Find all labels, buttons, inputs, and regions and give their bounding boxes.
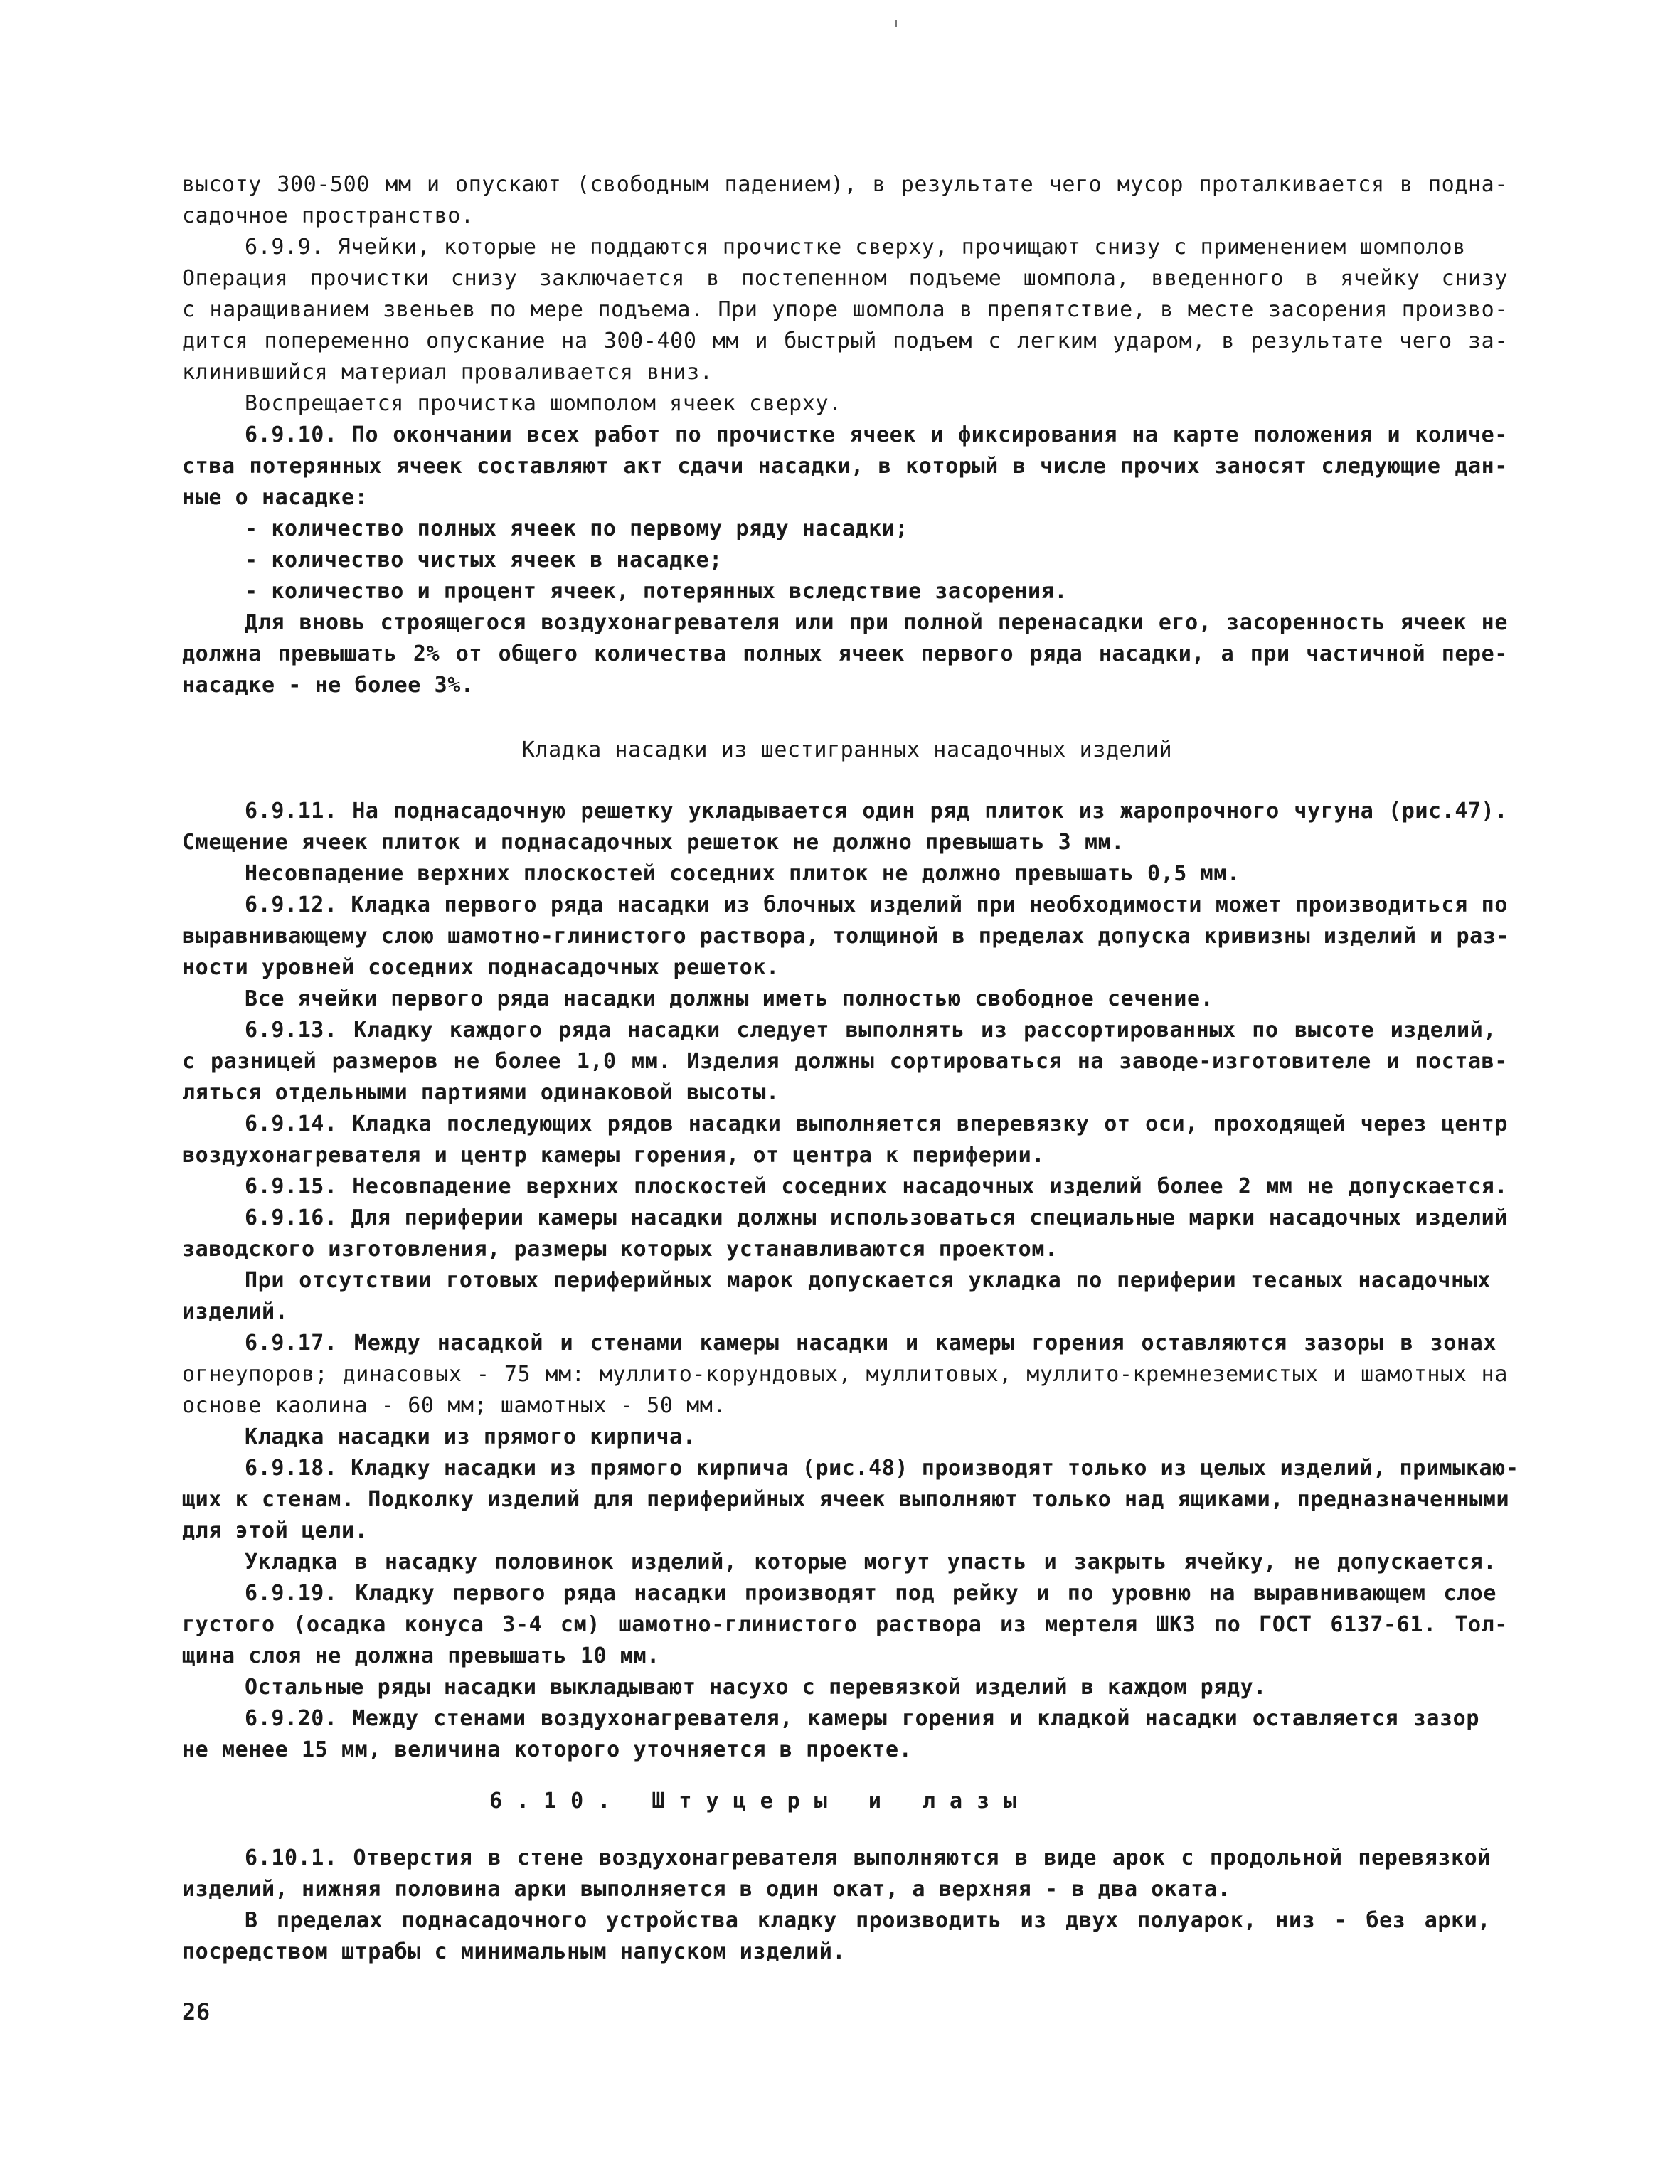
text-line: насадке - не более 3%. bbox=[182, 673, 474, 698]
text-line: В пределах поднасадочного устройства кладку производить из двух полуарок, низ - без арки, bbox=[245, 1908, 1491, 1933]
section-heading: 6.10. Штуцеры и лазы bbox=[489, 1789, 1031, 1813]
text-line: 6.9.10. По окончании всех работ по прочистке ячеек и фиксирования на карте положения и количе- bbox=[245, 422, 1508, 447]
text-line: 6.10.1. Отверстия в стене воздухонагревателя выполняются в виде арок с продольной перевязкой bbox=[245, 1845, 1491, 1870]
text-line: При отсутствии готовых периферийных марок допускается укладка по периферии тесаных насадочных bbox=[245, 1268, 1491, 1293]
text-line: Несовпадение верхних плоскостей соседних плиток не должно превышать 0,5 мм. bbox=[245, 861, 1240, 886]
text-line: основе каолина - 60 мм; шамотных - 50 мм. bbox=[182, 1393, 727, 1418]
text-line: 6.9.14. Кладка последующих рядов насадки выполняется вперевязку от оси, проходящей через центр bbox=[245, 1112, 1508, 1136]
text-line: ности уровней соседних поднасадочных решеток. bbox=[182, 955, 780, 980]
text-line: ляться отдельными партиями одинаковой высоты. bbox=[182, 1080, 780, 1105]
text-line: ные о насадке: bbox=[182, 485, 368, 510]
text-line: 6.9.20. Между стенами воздухонагревателя, камеры горения и кладкой насадки оставляется зазор bbox=[245, 1706, 1479, 1731]
text-line: Остальные ряды насадки выкладывают насухо с перевязкой изделий в каждом ряду. bbox=[245, 1675, 1267, 1700]
text-line: 6.9.19. Кладку первого ряда насадки производят под рейку и по уровню на выравнивающем слое bbox=[245, 1581, 1496, 1606]
text-line: Для вновь строящегося воздухонагревателя или при полной перенасадки его, засоренность ячеек не bbox=[245, 610, 1508, 635]
text-line: Кладка насадки из прямого кирпича. bbox=[245, 1424, 696, 1449]
text-line: 6.9.12. Кладка первого ряда насадки из блочных изделий при необходимости может производиться по bbox=[245, 893, 1508, 917]
text-line: Операция прочистки снизу заключается в постепенном подъеме шомпола, введенного в ячейку снизу bbox=[182, 266, 1508, 291]
list-item: - количество и процент ячеек, потерянных вследствие засорения. bbox=[245, 579, 1068, 604]
text-line: Все ячейки первого ряда насадки должны иметь полностью свободное сечение. bbox=[245, 986, 1214, 1011]
text-line: Воспрещается прочистка шомполом ячеек сверху. bbox=[245, 391, 842, 416]
text-line: посредством штрабы с минимальным напуском изделий. bbox=[182, 1939, 846, 1964]
text-line: 6.9.13. Кладку каждого ряда насадки следует выполнять из рассортированных по высоте изделий, bbox=[245, 1018, 1496, 1043]
text-line: Смещение ячеек плиток и поднасадочных решеток не должно превышать 3 мм. bbox=[182, 830, 1125, 855]
text-line: 6.9.11. На поднасадочную решетку укладывается один ряд плиток из жаропрочного чугуна (рис.47). bbox=[245, 799, 1508, 824]
text-line: с разницей размеров не более 1,0 мм. Изделия должны сортироваться на заводе-изготовителе и постав- bbox=[182, 1049, 1508, 1074]
text-line: садочное пространство. bbox=[182, 203, 474, 228]
text-line: изделий, нижняя половина арки выполняется в один окат, а верхняя - в два оката. bbox=[182, 1877, 1231, 1902]
text-line: 6.9.15. Несовпадение верхних плоскостей соседних насадочных изделий более 2 мм не допускается. bbox=[245, 1174, 1508, 1199]
text-line: не менее 15 мм, величина которого уточняется в проекте. bbox=[182, 1737, 913, 1762]
text-line: ства потерянных ячеек составляют акт сдачи насадки, в который в числе прочих заносят следующие дан- bbox=[182, 454, 1508, 479]
text-line: с наращиванием звеньев по мере подъема. При упоре шомпола в препятствие, в месте засорения произво- bbox=[182, 297, 1508, 322]
text-line: воздухонагревателя и центр камеры горения, от центра к периферии. bbox=[182, 1143, 1045, 1168]
text-line: высоту 300-500 мм и опускают (свободным падением), в результате чего мусор проталкивается в подна- bbox=[182, 172, 1508, 197]
text-line: 6.9.17. Между насадкой и стенами камеры насадки и камеры горения оставляются зазоры в зонах bbox=[245, 1331, 1496, 1355]
list-item: - количество полных ячеек по первому ряду насадки; bbox=[245, 516, 909, 541]
list-item: - количество чистых ячеек в насадке; bbox=[245, 548, 723, 572]
scan-speck bbox=[895, 20, 897, 27]
text-line: 6.9.9. Ячейки, которые не поддаются прочистке сверху, прочищают снизу с применением шомполов bbox=[245, 235, 1466, 260]
text-line: 6.9.18. Кладку насадки из прямого кирпича (рис.48) производят только из целых изделий, примыкаю- bbox=[245, 1456, 1519, 1481]
text-line: огнеупоров; динасовых - 75 мм: муллито-корундовых, муллитовых, муллито-кремнеземистых и шамотных на bbox=[182, 1362, 1508, 1387]
text-line: должна превышать 2% от общего количества полных ячеек первого ряда насадки, а при частичной пере- bbox=[182, 641, 1508, 666]
text-line: щих к стенам. Подколку изделий для периферийных ячеек выполняют только над ящиками, предназначенными bbox=[182, 1487, 1510, 1512]
text-line: изделий. bbox=[182, 1299, 289, 1324]
section-heading: Кладка насадки из шестигранных насадочных изделий bbox=[521, 737, 1173, 762]
page-number: 26 bbox=[182, 1998, 211, 2025]
text-line: заводского изготовления, размеры которых устанавливаются проектом. bbox=[182, 1237, 1058, 1262]
text-line: щина слоя не должна превышать 10 мм. bbox=[182, 1644, 660, 1668]
text-line: 6.9.16. Для периферии камеры насадки должны использоваться специальные марки насадочных изделий bbox=[245, 1205, 1508, 1230]
text-line: выравнивающему слою шамотно-глинистого раствора, толщиной в пределах допуска кривизны изделий и раз- bbox=[182, 924, 1510, 949]
text-line: густого (осадка конуса 3-4 см) шамотно-глинистого раствора из мертеля ШК3 по ГОСТ 6137-61. Тол- bbox=[182, 1612, 1508, 1637]
text-line: Укладка в насадку половинок изделий, которые могут упасть и закрыть ячейку, не допускается. bbox=[245, 1550, 1496, 1575]
text-line: клинившийся материал проваливается вниз. bbox=[182, 360, 713, 385]
text-line: дится попеременно опускание на 300-400 мм и быстрый подъем с легким ударом, в результате чего за- bbox=[182, 329, 1508, 353]
text-line: для этой цели. bbox=[182, 1518, 368, 1543]
